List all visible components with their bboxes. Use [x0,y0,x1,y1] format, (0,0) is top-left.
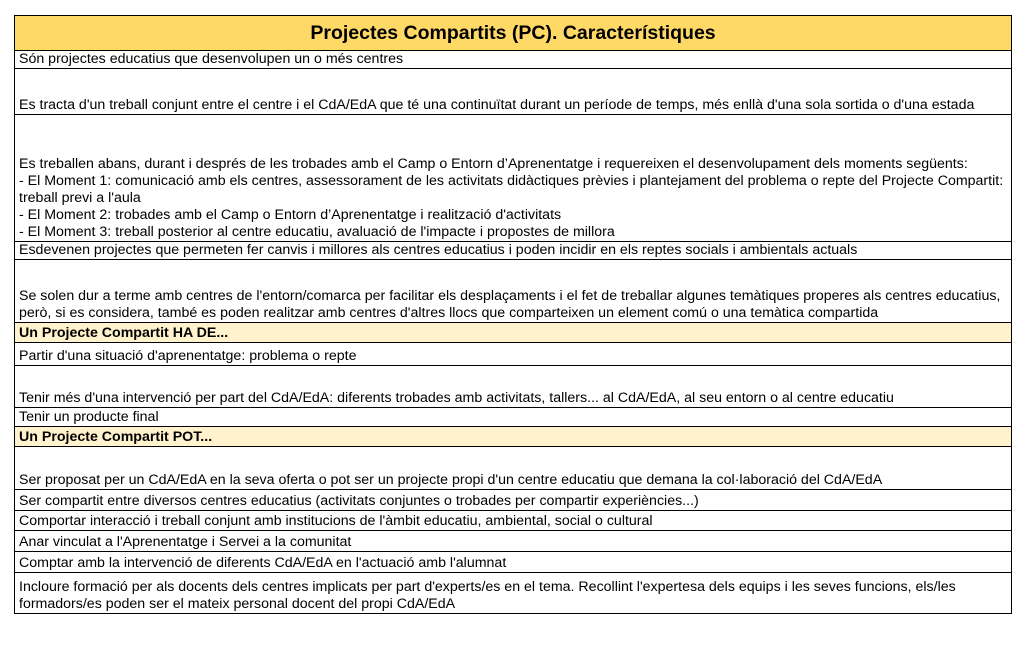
section-header-row [15,323,1012,343]
table-row [15,242,1012,260]
table-row [15,69,1012,115]
row-cell: Partir d'una situació d'aprenentatge: problema o repte [15,343,1012,366]
table-row [15,573,1012,614]
characteristics-document [14,15,1012,614]
table-row [15,552,1012,573]
table-row [15,51,1012,69]
row-cell: Anar vinculat a l'Aprenentatge i Servei a la comunitat [15,531,1012,552]
characteristics-table [14,15,1012,614]
row-cell: Ser compartit entre diversos centres educatius (activitats conjuntes o trobades per compartir experiències...) [15,490,1012,511]
row-cell: Esdevenen projectes que permeten fer canvis i millores als centres educatius i poden incidir en els reptes socials i ambientals actuals [15,242,1012,260]
section-heading-pot: Un Projecte Compartit POT... [15,427,1012,447]
row-cell: Tenir més d'una intervenció per part del CdA/EdA: diferents trobades amb activitats, tallers... al CdA/EdA, al seu entorn o al centre educatiu [15,366,1012,408]
table-row [15,366,1012,408]
row-cell: Incloure formació per als docents dels centres implicats per part d'experts/es en el tema. Recollint l'expertesa dels equips i les seves funcions, els/les formadors/es poden ser el mateix personal docent del propi CdA/EdA [15,573,1012,614]
table-row [15,260,1012,323]
row-cell: Es tracta d'un treball conjunt entre el centre i el CdA/EdA que té una continuïtat durant un període de temps, més enllà d'una sola sortida o d'una estada [15,69,1012,115]
table-row [15,511,1012,531]
table-row [15,447,1012,490]
row-cell: Se solen dur a terme amb centres de l'entorn/comarca per facilitar els desplaçaments i el fet de treballar algunes temàtiques properes als centres educatius, però, si es considera, també es poden realitzar amb centres d'altres llocs que comparteixen un element comú o una temàtica compartida [15,260,1012,323]
row-cell: Comptar amb la intervenció de diferents CdA/EdA en l'actuació amb l'alumnat [15,552,1012,573]
table-row [15,408,1012,427]
table-title: Projectes Compartits (PC). Característiques [15,16,1012,51]
table-row [15,115,1012,242]
row-cell: Tenir un producte final [15,408,1012,427]
row-cell: Es treballen abans, durant i després de les trobades amb el Camp o Entorn d’Aprenentatge i requereixen el desenvolupament dels moments següents: - El Moment 1: comunicació amb els centres, assessorament de les activitats didàctiques prèvies i plantejament del problema o repte del Projecte Compartit: treball previ a l'aula - El Moment 2: trobades amb el Camp o Entorn d’Aprenentatge i realització d'activitats - El Moment 3: treball posterior al centre educatiu, avaluació de l'impacte i propostes de millora [15,115,1012,242]
table-row [15,343,1012,366]
row-cell: Són projectes educatius que desenvolupen un o més centres [15,51,1012,69]
table-row [15,490,1012,511]
table-row [15,531,1012,552]
row-cell: Ser proposat per un CdA/EdA en la seva oferta o pot ser un projecte propi d'un centre educatiu que demana la col·laboració del CdA/EdA [15,447,1012,490]
section-header-row [15,427,1012,447]
row-cell: Comportar interacció i treball conjunt amb institucions de l'àmbit educatiu, ambiental, social o cultural [15,511,1012,531]
title-row [15,16,1012,51]
section-heading-ha-de: Un Projecte Compartit HA DE... [15,323,1012,343]
